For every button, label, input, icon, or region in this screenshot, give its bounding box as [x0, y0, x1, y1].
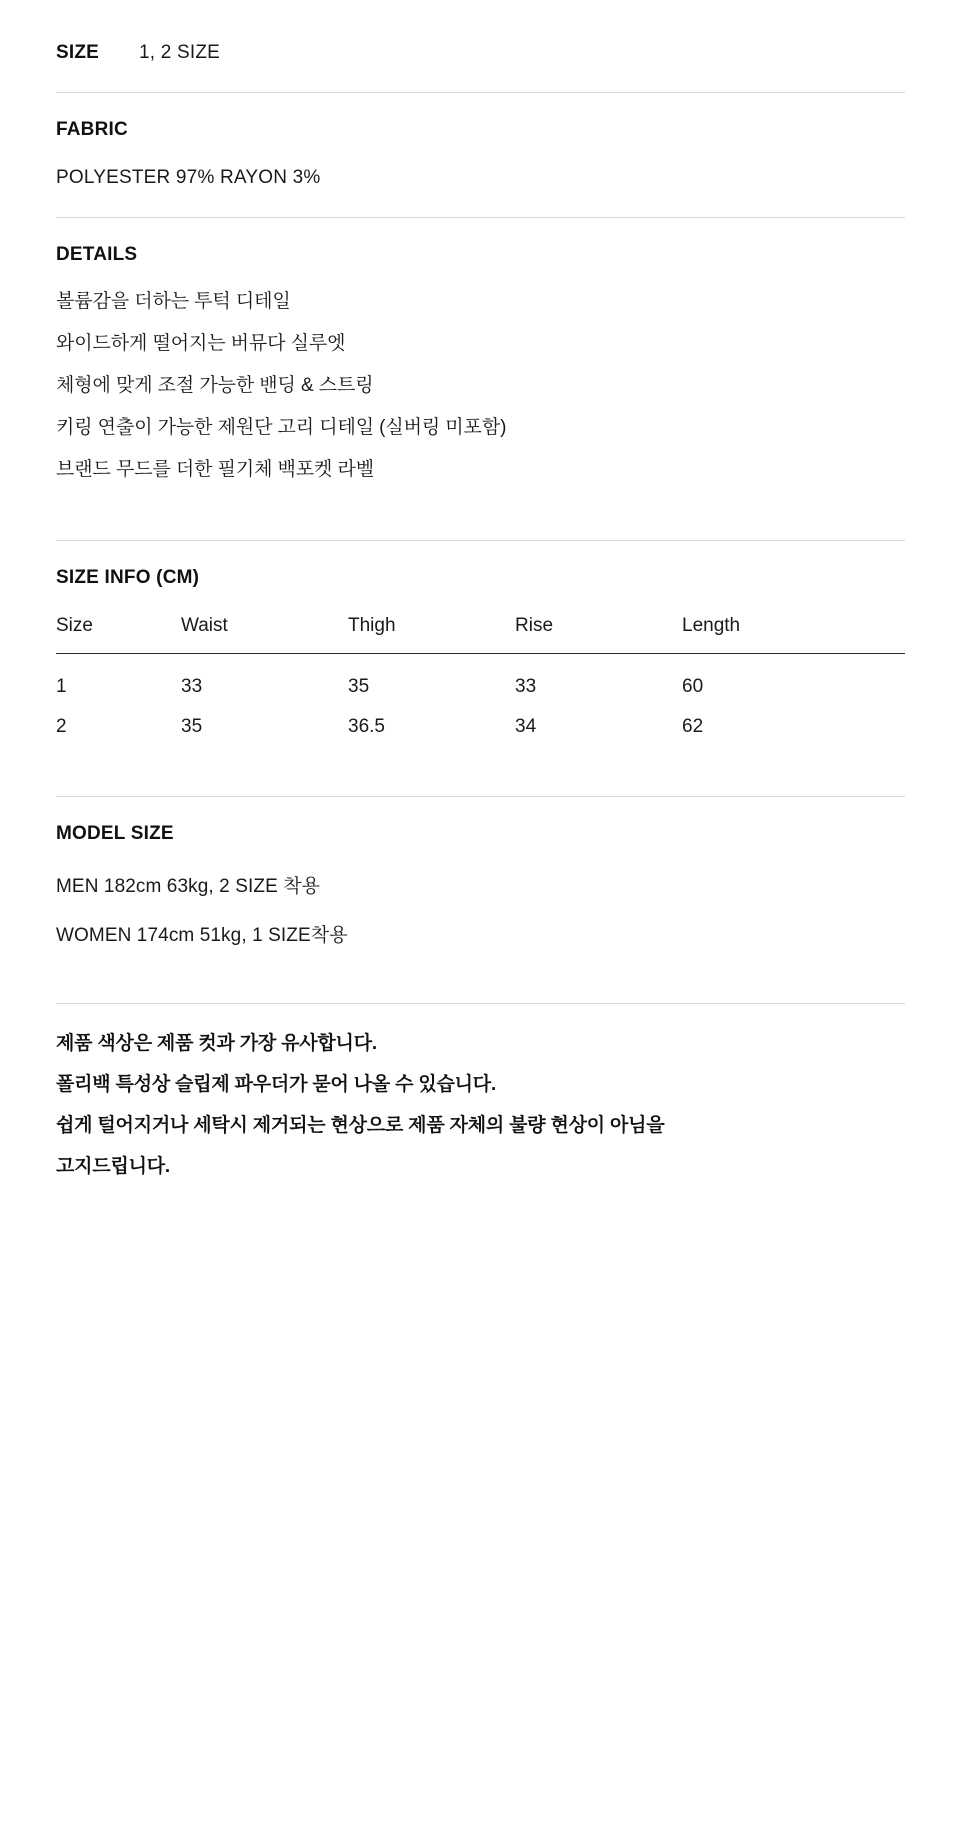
size-row — [56, 36, 905, 64]
notice-line: 쉽게 털어지거나 세탁시 제거되는 현상으로 제품 자체의 불량 현상이 아님을 — [56, 1115, 665, 1136]
size-info-section — [56, 541, 905, 768]
details-line: 볼륨감을 더하는 투턱 디테일 — [56, 291, 291, 312]
cell-rise: 34 — [515, 716, 537, 737]
column-header-waist: Waist — [181, 615, 348, 654]
column-header-length: Length — [682, 615, 905, 654]
notice-section — [56, 1004, 905, 1176]
size-value: 1, 2 SIZE — [139, 42, 221, 63]
size-info-table — [56, 615, 905, 738]
notice-line: 폴리백 특성상 슬립제 파우더가 묻어 나올 수 있습니다. — [56, 1074, 497, 1095]
details-title: DETAILS — [56, 244, 138, 265]
size-info-title: SIZE INFO (CM) — [56, 567, 200, 588]
size-info-bottom-spacer — [56, 738, 905, 768]
column-header-thigh: Thigh — [348, 615, 515, 654]
top-spacer — [56, 0, 905, 36]
table-row — [56, 654, 905, 699]
details-line: 체형에 맞게 조절 가능한 밴딩 & 스트링 — [56, 375, 374, 396]
details-section — [56, 218, 905, 512]
cell-size: 1 — [56, 676, 67, 697]
cell-length: 60 — [682, 676, 704, 697]
column-header-size: Size — [56, 615, 181, 654]
fabric-title: FABRIC — [56, 119, 128, 140]
notice-line: 고지드립니다. — [56, 1156, 171, 1177]
model-size-bottom-spacer — [56, 969, 905, 975]
cell-thigh: 35 — [348, 676, 370, 697]
model-size-line: WOMEN 174cm 51kg, 1 SIZE착용 — [56, 925, 348, 946]
cell-length: 62 — [682, 716, 704, 737]
cell-size: 2 — [56, 716, 67, 737]
table-header-row — [56, 615, 905, 654]
cell-thigh: 36.5 — [348, 716, 385, 737]
fabric-composition: POLYESTER 97% RAYON 3% — [56, 167, 321, 188]
cell-waist: 33 — [181, 676, 203, 697]
model-size-section — [56, 797, 905, 975]
details-bottom-spacer — [56, 502, 905, 512]
fabric-section — [56, 93, 905, 189]
column-header-rise: Rise — [515, 615, 682, 654]
model-size-title: MODEL SIZE — [56, 823, 174, 844]
notice-line: 제품 색상은 제품 컷과 가장 유사합니다. — [56, 1033, 377, 1054]
cell-rise: 33 — [515, 676, 537, 697]
model-size-line: MEN 182cm 63kg, 2 SIZE 착용 — [56, 876, 321, 897]
size-label: SIZE — [56, 42, 100, 63]
details-line: 키링 연출이 가능한 제원단 고리 디테일 (실버링 미포함) — [56, 417, 507, 438]
details-line: 브랜드 무드를 더한 필기체 백포켓 라벨 — [56, 459, 374, 480]
details-line: 와이드하게 떨어지는 버뮤다 실루엣 — [56, 333, 346, 354]
cell-waist: 35 — [181, 716, 203, 737]
table-row — [56, 698, 905, 738]
